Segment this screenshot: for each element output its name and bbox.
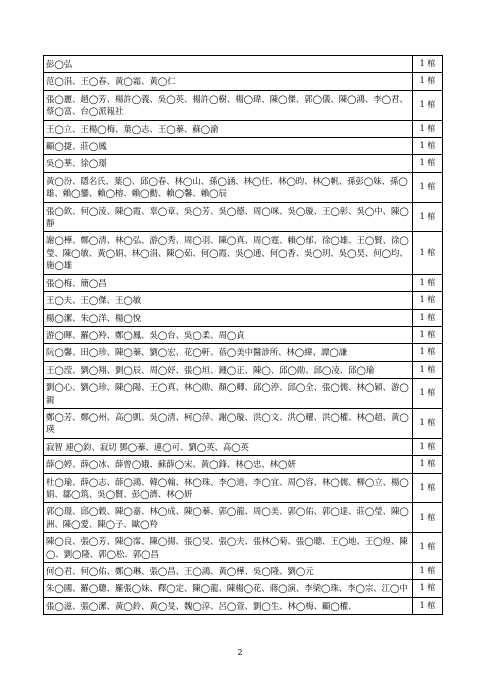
donor-names-cell: 薛◯婷、薛◯冰、薛曾◯娥、蘇薛◯宋、黃◯鋒、林◯忠、林◯妍	[44, 456, 413, 473]
table-row	[44, 90, 443, 120]
donor-names-cell: 王◯立、王楊◯梅、葉◯志、王◯蓁、蘇◯渝	[44, 120, 413, 137]
coffin-count-cell: 1 棺	[413, 503, 443, 533]
coffin-count-cell: 1 棺	[413, 56, 443, 73]
table-row	[44, 326, 443, 343]
donor-names-cell: 張◯欽、何◯淩、陳◯霞、辜◯章、吳◯芳、吳◯德、周◯咪、吳◯璇、王◯彰、吳◯中、陳◯靜	[44, 202, 413, 232]
donor-names-cell: 吳◯華、徐◯璟	[44, 155, 413, 172]
coffin-count-cell: 1 棺	[413, 232, 443, 274]
coffin-count-cell: 1 棺	[413, 326, 443, 343]
table-row	[44, 232, 443, 274]
table-row	[44, 120, 443, 137]
table-row	[44, 361, 443, 378]
table-row	[44, 438, 443, 455]
donor-names-cell: 彭◯弘	[44, 56, 413, 73]
donor-names-cell: 何◯君、何◯佑、鄭◯琳、張◯昌、王◯鴻、黃◯樺、吳◯隆、劉◯元	[44, 563, 413, 580]
coffin-count-cell: 1 棺	[413, 73, 443, 90]
coffin-count-cell: 1 棺	[413, 172, 443, 202]
donor-names-cell: 張◯滋、張◯潔、黃◯鈴、黃◯旻、魏◯淳、呂◯萱、劉◯生、林◯梅、顧◯權、	[44, 597, 413, 614]
coffin-count-cell: 1 棺	[413, 473, 443, 503]
table-row	[44, 408, 443, 438]
donor-names-cell: 杜◯瑜、薛◯志、薛◯鴻、韓◯翰、林◯珠、李◯道、李◯宜、周◯容、林◯儒、柳◯立、楊◯娟、鄒◯筑、吳◯賢、彭◯濟、林◯妍	[44, 473, 413, 503]
donor-names-cell: 張◯麗、趙◯芳、楊許◯義、吳◯英、楊許◯樹、楊◯瑋、陳◯傑、郭◯儀、陳◯鴻、李◯君、蔡◯富、台◯派報社	[44, 90, 413, 120]
donor-names-cell: 鄭◯芳、鄭◯州、高◯凱、吳◯清、柯◯萍、謝◯璇、洪◯文、洪◯耀、洪◯權、林◯超、黃◯瑛	[44, 408, 413, 438]
donor-names-cell: 王◯滢、劉◯翔、劉◯辰、周◯妤、張◯垣、鍾◯正、陳◯、邱◯勛、邱◯凌、邱◯瑜	[44, 361, 413, 378]
coffin-count-cell: 1 棺	[413, 274, 443, 291]
table-row	[44, 379, 443, 409]
coffin-count-cell: 1 棺	[413, 120, 443, 137]
donor-names-cell: 郭◯璟、邱◯穀、陳◯嘉、林◯成、陳◯蓁、郭◯龍、周◯美、郭◯佑、郭◯達、莊◯瑩、陳◯洲、陳◯愛、陳◯子、歐◯羚	[44, 503, 413, 533]
table-row	[44, 56, 443, 73]
donor-names-cell: 寂智 連◯鈞、寂切 鄧◯蓁、連◯可、劉◯英、高◯英	[44, 438, 413, 455]
table-row	[44, 155, 443, 172]
coffin-count-cell: 1 棺	[413, 138, 443, 155]
coffin-count-cell: 1 棺	[413, 408, 443, 438]
coffin-count-cell: 1 棺	[413, 533, 443, 563]
table-row	[44, 503, 443, 533]
coffin-count-cell: 1 棺	[413, 309, 443, 326]
donor-names-cell: 陳◯良、張◯芳、陳◯霈、陳◯揚、張◯旻、張◯夫、張林◯菊、張◯聰、王◯地、王◯煌、陳◯、劉◯隆、郭◯松、郭◯昌	[44, 533, 413, 563]
donor-names-cell: 游◯暉、羅◯羚、鄭◯鳳、吳◯台、吳◯柔、周◯貞	[44, 326, 413, 343]
coffin-count-cell: 1 棺	[413, 155, 443, 172]
table-row	[44, 344, 443, 361]
page-number: 2	[237, 648, 243, 657]
table-row	[44, 172, 443, 202]
donor-names-cell: 楊◯潔、朱◯洋、楊◯悅	[44, 309, 413, 326]
coffin-count-cell: 1 棺	[413, 202, 443, 232]
donor-names-cell: 顧◯捷、莊◯鳳	[44, 138, 413, 155]
coffin-count-cell: 1 棺	[413, 344, 443, 361]
donor-names-cell: 朱◯國、羅◯聰、羅張◯妹、釋◯定、陳◯龍、陳楊◯花、蔣◯演、李梁◯珠、李◯宗、江◯中	[44, 580, 413, 597]
coffin-count-cell: 1 棺	[413, 456, 443, 473]
coffin-count-cell: 1 棺	[413, 580, 443, 597]
table-row	[44, 202, 443, 232]
table-row	[44, 473, 443, 503]
coffin-count-cell: 1 棺	[413, 438, 443, 455]
table-row	[44, 580, 443, 597]
donor-names-cell: 張◯梅、簡◯昌	[44, 274, 413, 291]
table-row	[44, 138, 443, 155]
table-row	[44, 73, 443, 90]
coffin-count-cell: 1 棺	[413, 379, 443, 409]
coffin-count-cell: 1 棺	[413, 597, 443, 614]
donation-table-container	[43, 55, 438, 615]
donor-names-cell: 黃◯汾、隱名氏、葉◯、邱◯春、林◯山、孫◯涵、林◯任、林◯昀、林◯帆、孫彭◯妹、孫◯雄、賴◯鑾、賴◯榕、賴◯勳、賴◯馨、賴◯辰	[44, 172, 413, 202]
donor-names-cell: 劉◯心、劉◯珍、陳◯陽、王◯真、林◯勛、顏◯卿、邱◯渟、邱◯全、張◯儒、林◯穎、游◯親	[44, 379, 413, 409]
table-row	[44, 456, 443, 473]
coffin-count-cell: 1 棺	[413, 563, 443, 580]
table-row	[44, 274, 443, 291]
table-row	[44, 309, 443, 326]
donor-names-cell: 范◯涓、王◯春、黃◯霜、黃◯仁	[44, 73, 413, 90]
coffin-count-cell: 1 棺	[413, 292, 443, 309]
donor-names-cell: 謝◯樺、鄭◯清、林◯弘、游◯秀、周◯羽、陳◯真、周◯霆、賴◯郁、徐◯雄、王◯賢、徐◯瑩、陳◯敏、黃◯娟、林◯涓、陳◯茹、何◯霞、吳◯通、何◯香、吳◯玥、吳◯昊、何◯均、施◯雄	[44, 232, 413, 274]
table-row	[44, 597, 443, 614]
donor-names-cell: 阮◯馨、田◯珍、陳◯蓁、劉◯宏、花◯軒、蓓◯美中醫診所、林◯緯、譚◯謙	[44, 344, 413, 361]
table-row	[44, 533, 443, 563]
table-row	[44, 292, 443, 309]
coffin-count-cell: 1 棺	[413, 361, 443, 378]
table-body	[44, 56, 443, 615]
coffin-count-cell: 1 棺	[413, 90, 443, 120]
donation-table	[43, 55, 443, 615]
donor-names-cell: 王◯夫、王◯傑、王◯敏	[44, 292, 413, 309]
table-row	[44, 563, 443, 580]
